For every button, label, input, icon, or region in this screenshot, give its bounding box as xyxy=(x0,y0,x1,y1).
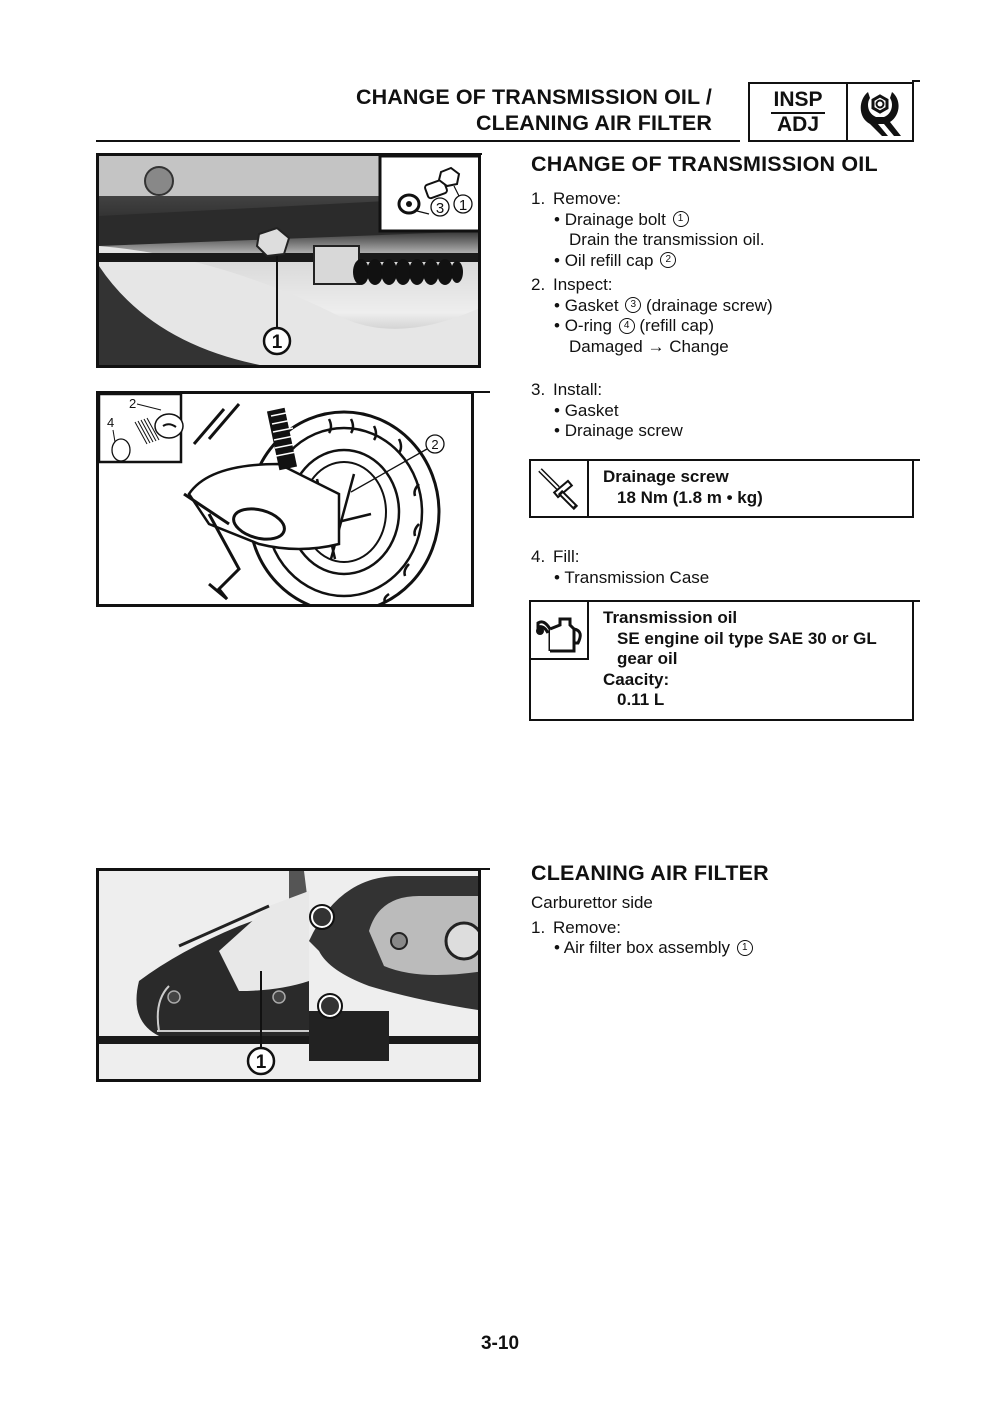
header-title-line2: CLEANING AIR FILTER xyxy=(476,111,712,135)
step-1-item-refill-cap: • Oil refill cap 2 xyxy=(531,251,921,272)
air-step-1-item-box: • Air filter box assembly 1 xyxy=(531,938,921,959)
oil-capacity-value: 0.11 L xyxy=(617,690,665,709)
step-4: 4. Fill: xyxy=(531,547,580,566)
oil-can-icon xyxy=(531,602,589,660)
air-filter-subtitle: Carburettor side xyxy=(531,893,653,912)
oil-box-tail xyxy=(912,600,920,602)
oil-spec-type-line1: SE engine oil type SAE 30 or GL xyxy=(617,628,877,648)
step-1-note-drain: Drain the transmission oil. xyxy=(569,230,765,249)
arrow-right-icon: → xyxy=(647,336,665,356)
wrench-nut-icon xyxy=(848,84,912,140)
badge-adj: ADJ xyxy=(776,112,819,136)
ref-circle: 3 xyxy=(625,297,641,313)
insp-adj-label xyxy=(750,84,848,140)
inset-label-4: 4 xyxy=(107,415,115,430)
callout-1-inset: 1 xyxy=(458,197,468,214)
header-rule xyxy=(96,140,740,142)
torque-spec-box xyxy=(529,459,914,518)
page-number: 3-10 xyxy=(480,1333,520,1354)
oil-spec-box xyxy=(529,600,914,721)
figure-refill-cap-drawing xyxy=(96,391,474,607)
section-title-air-filter: CLEANING AIR FILTER xyxy=(531,861,769,885)
step-3: 3. Install: xyxy=(531,380,603,399)
figure1-rule xyxy=(478,153,482,155)
inset-label-2: 2 xyxy=(129,396,137,411)
figure3-rule xyxy=(478,868,490,870)
figure-air-filter-photo xyxy=(96,868,481,1082)
step-1-item-drainage-bolt: • Drainage bolt 1 xyxy=(531,210,921,231)
oil-capacity-label: Caacity: xyxy=(603,669,670,689)
step-3-item-drainage-screw: • Drainage screw xyxy=(554,421,683,440)
callout-1: 1 xyxy=(271,332,283,353)
figure-drainage-bolt-photo xyxy=(96,153,481,368)
callout-1-airbox: 1 xyxy=(255,1052,267,1073)
step-4-item-transmission-case: • Transmission Case xyxy=(554,567,710,587)
step-2: 2. Inspect: xyxy=(531,275,613,294)
ref-circle: 1 xyxy=(673,211,689,227)
torque-spec-value: 18 Nm (1.8 m • kg) xyxy=(617,487,763,507)
step-2-damaged-change: Damaged → Change xyxy=(569,336,729,356)
transmission-steps-1-2 xyxy=(531,189,921,357)
step-1: 1. Remove: xyxy=(531,189,622,208)
torque-wrench-icon xyxy=(531,461,589,517)
callout-3: 3 xyxy=(435,200,445,217)
oil-spec-label: Transmission oil xyxy=(603,608,738,627)
section-badge xyxy=(748,82,914,142)
transmission-step-3 xyxy=(531,380,921,442)
oil-spec-type-line2: gear oil xyxy=(617,649,678,668)
ref-circle: 4 xyxy=(619,318,635,334)
step-2-item-oring: • O-ring 4 (refill cap) xyxy=(554,316,715,335)
torque-box-tail xyxy=(912,459,920,461)
figure2-rule xyxy=(472,391,490,393)
air-filter-content xyxy=(531,893,921,959)
torque-spec-label: Drainage screw xyxy=(603,467,729,486)
air-step-1: 1. Remove: xyxy=(531,917,622,937)
transmission-step-4 xyxy=(531,547,921,588)
step-3-item-gasket: • Gasket xyxy=(554,400,619,420)
badge-insp: INSP xyxy=(771,89,824,114)
header-title-line1: CHANGE OF TRANSMISSION OIL / xyxy=(356,85,712,109)
step-2-item-gasket: • Gasket 3 (drainage screw) xyxy=(554,295,773,315)
section-title-transmission-oil: CHANGE OF TRANSMISSION OIL xyxy=(531,152,878,176)
ref-circle: 1 xyxy=(737,940,753,956)
callout-2: 2 xyxy=(431,437,439,452)
page-header-title xyxy=(356,84,712,136)
ref-circle: 2 xyxy=(660,252,676,268)
